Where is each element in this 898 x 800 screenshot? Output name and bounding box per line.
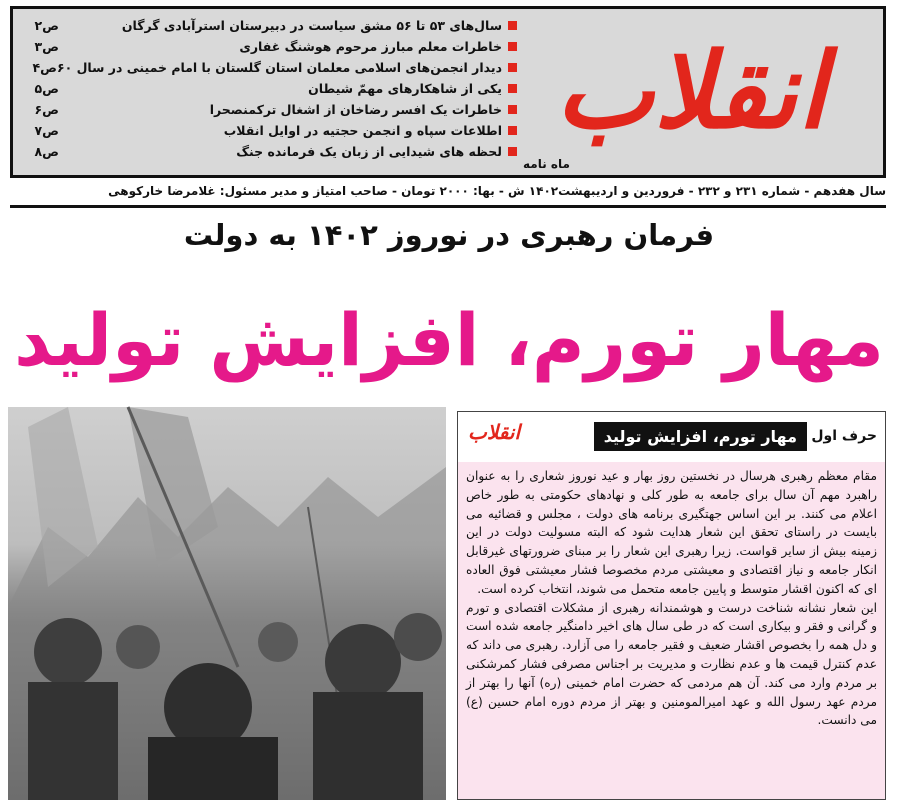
toc-item[interactable] (21, 99, 521, 120)
toc-item-page: ص۴ (32, 60, 57, 75)
toc-item[interactable] (21, 78, 521, 99)
toc-item-page: ص۳ (34, 39, 59, 54)
toc-item-title: سال‌های ۵۳ تا ۵۶ مشق سیاست در دبیرستان استرآبادی گرگان (121, 18, 502, 33)
toc-item-page: ص۸ (34, 144, 59, 159)
newspaper-logo: انقلاب (555, 29, 827, 152)
toc-item-page: ص۶ (34, 102, 59, 117)
toc-item-title: لحظه های شیدایی از زبان یک فرمانده جنگ (236, 144, 502, 159)
article-body (466, 467, 877, 730)
table-of-contents (21, 15, 521, 162)
toc-item-page: ص۵ (34, 81, 59, 96)
headline-kicker: فرمان رهبری در نوروز ۱۴۰۲ به دولت (183, 218, 715, 252)
toc-item[interactable] (21, 120, 521, 141)
toc-item-page: ص۷ (34, 123, 59, 138)
toc-item[interactable] (21, 57, 521, 78)
toc-item[interactable] (21, 15, 521, 36)
header-box (10, 6, 886, 178)
toc-item-title: دیدار انجمن‌های اسلامی معلمان استان گلستان با امام خمینی در سال ۶۰ (56, 60, 502, 75)
toc-item-title: اطلاعات سپاه و انجمن حجتیه در اوایل انقلاب (223, 123, 502, 138)
main-headline: مهار تورم، افزایش تولید (14, 298, 884, 382)
article-title: مهار تورم، افزایش تولید (594, 422, 807, 451)
toc-item-page: ص۲ (34, 18, 59, 33)
article-paragraph: مقام معظم رهبری هرسال در نخستین روز بهار و عید نوروز شعاری را به عنوان راهبرد مهم آن سال برای جامعه به طور کلی و نهادهای حکومتی به طور خاص اعلام می کنند. بر این اساس جهتگیری برنامه های دولت ، مجلس و قضائیه می بایست در راستای تحقق این شعار هدایت شود که البته مسولیت دولت در این زمینه بیش از سایر قواست. زیرا رهبری این شعار را بر مبنای ضرورتهای غیرقابل انکار جامعه و نیاز اقتصادی و معیشتی مردم مخصوصا فشار معیشتی فوق العاده ای که اکنون اقشار متوسط و پایین جامعه متحمل می شوند، انتخاب کرده است. (466, 469, 877, 596)
article-logo: انقلاب (468, 420, 521, 444)
divider (10, 205, 886, 208)
issue-info-line: سال هفدهم - شماره ۲۳۱ و ۲۳۲ - فروردین و اردیبهشت۱۴۰۲ ش - بها: ۲۰۰۰ تومان - صاحب امتیاز و مدیر مسئول: غلامرضا خارکوهی (108, 184, 886, 198)
crowd-illustration (8, 407, 446, 800)
masthead-subtitle: ماه نامه (523, 157, 570, 171)
toc-item-title: یکی از شاهکارهای مهمّ شیطان (308, 81, 502, 96)
editorial-article (457, 411, 886, 800)
toc-item[interactable] (21, 141, 521, 162)
toc-item-title: خاطرات یک افسر رضاخان از اشغال ترکمنصحرا (209, 102, 502, 117)
article-paragraph: این شعار نشانه شناخت درست و هوشمندانه رهبری از مشکلات اقتصادی و تورم و گرانی و فقر و بیکاری است که در طی سال های اخیر دامنگیر جامعه شده است و دل همه را بخصوص اقشار ضعیف و فقیر جامعه را می آزارد. رهبری می داند که عدم کنترل قیمت ها و عدم نظارت و مدیریت بر اجناس مصرفی فشار کمرشکنی بر مردم وارد می کند. آن هم مردمی که حضرت امام خمینی (ره) آنها را بهتر از مردم عهد رسول الله و عهد امیرالمومنین و بهتر از مردم دوره امام حسین (ع) می دانست. (466, 600, 877, 728)
toc-item-title: خاطرات معلم مبارز مرحوم هوشنگ غفاری (239, 39, 502, 54)
toc-item[interactable] (21, 36, 521, 57)
masthead (511, 11, 871, 171)
protest-crowd-photo (8, 407, 446, 800)
section-label: حرف اول (811, 428, 877, 444)
article-header (458, 412, 885, 462)
